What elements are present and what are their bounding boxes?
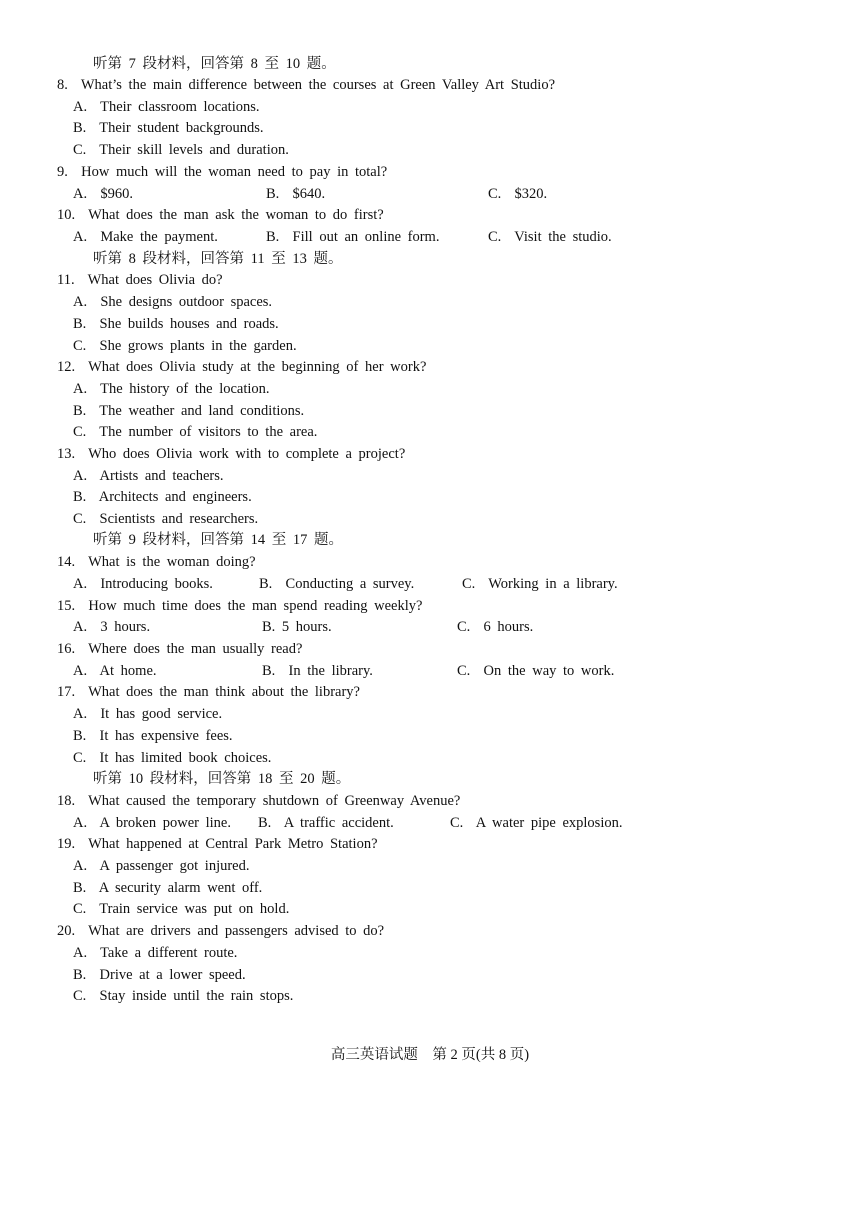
q18-option-c: C. A water pipe explosion. [450, 815, 623, 831]
q13-option-c: C. Scientists and researchers. [73, 511, 259, 527]
q16-option-b: B. In the library. [262, 663, 373, 679]
q16-option-c: C. On the way to work. [457, 663, 615, 679]
q15-option-c: C. 6 hours. [457, 619, 534, 635]
question-8: 8. What’s the main difference between the courses at Green Valley Art Studio? [57, 77, 556, 93]
question-20: 20. What are drivers and passengers advised to do? [57, 923, 385, 939]
q17-option-b: B. It has expensive fees. [73, 728, 233, 744]
question-15: 15. How much time does the man spend reading weekly? [57, 598, 423, 614]
q12-option-b: B. The weather and land conditions. [73, 403, 305, 419]
q11-option-b: B. She builds houses and roads. [73, 316, 279, 332]
q14-option-c: C. Working in a library. [462, 576, 618, 592]
q8-option-a: A. Their classroom locations. [73, 99, 260, 115]
q20-option-b: B. Drive at a lower speed. [73, 967, 246, 983]
section-heading-9: 听第 9 段材料，回答第 14 至 17 题。 [93, 532, 343, 548]
q9-option-a: A. $960. [73, 186, 133, 202]
q16-option-a: A. At home. [73, 663, 157, 679]
section-heading-7: 听第 7 段材料，回答第 8 至 10 题。 [93, 56, 336, 72]
q15-option-b: B. 5 hours. [262, 619, 332, 635]
q9-option-c: C. $320. [488, 186, 548, 202]
section-heading-8: 听第 8 段材料，回答第 11 至 13 题。 [93, 251, 343, 267]
q13-option-a: A. Artists and teachers. [73, 468, 224, 484]
q11-option-c: C. She grows plants in the garden. [73, 338, 297, 354]
q17-option-c: C. It has limited book choices. [73, 750, 272, 766]
q10-option-b: B. Fill out an online form. [266, 229, 440, 245]
question-18: 18. What caused the temporary shutdown of Greenway Avenue? [57, 793, 461, 809]
question-10: 10. What does the man ask the woman to do first? [57, 207, 384, 223]
q8-option-b: B. Their student backgrounds. [73, 120, 264, 136]
q11-option-a: A. She designs outdoor spaces. [73, 294, 273, 310]
question-9: 9. How much will the woman need to pay in total? [57, 164, 388, 180]
q20-option-a: A. Take a different route. [73, 945, 238, 961]
q18-option-b: B. A traffic accident. [258, 815, 394, 831]
question-11: 11. What does Olivia do? [57, 272, 223, 288]
question-13: 13. Who does Olivia work with to complete a project? [57, 446, 406, 462]
question-19: 19. What happened at Central Park Metro Station? [57, 836, 378, 852]
q20-option-c: C. Stay inside until the rain stops. [73, 988, 294, 1004]
q19-option-b: B. A security alarm went off. [73, 880, 263, 896]
q14-option-b: B. Conducting a survey. [259, 576, 415, 592]
q18-option-a: A. A broken power line. [73, 815, 231, 831]
q12-option-a: A. The history of the location. [73, 381, 270, 397]
question-17: 17. What does the man think about the library? [57, 684, 360, 700]
q19-option-c: C. Train service was put on hold. [73, 901, 290, 917]
q10-option-a: A. Make the payment. [73, 229, 218, 245]
q13-option-b: B. Architects and engineers. [73, 489, 252, 505]
question-16: 16. Where does the man usually read? [57, 641, 303, 657]
page-footer: 高三英语试题 第 2 页(共 8 页) [330, 1047, 530, 1063]
q9-option-b: B. $640. [266, 186, 326, 202]
question-12: 12. What does Olivia study at the beginning of her work? [57, 359, 427, 375]
section-heading-10: 听第 10 段材料，回答第 18 至 20 题。 [93, 771, 351, 787]
question-14: 14. What is the woman doing? [57, 554, 256, 570]
q14-option-a: A. Introducing books. [73, 576, 213, 592]
q17-option-a: A. It has good service. [73, 706, 223, 722]
q12-option-c: C. The number of visitors to the area. [73, 424, 318, 440]
q19-option-a: A. A passenger got injured. [73, 858, 250, 874]
q8-option-c: C. Their skill levels and duration. [73, 142, 289, 158]
q15-option-a: A. 3 hours. [73, 619, 151, 635]
q10-option-c: C. Visit the studio. [488, 229, 612, 245]
